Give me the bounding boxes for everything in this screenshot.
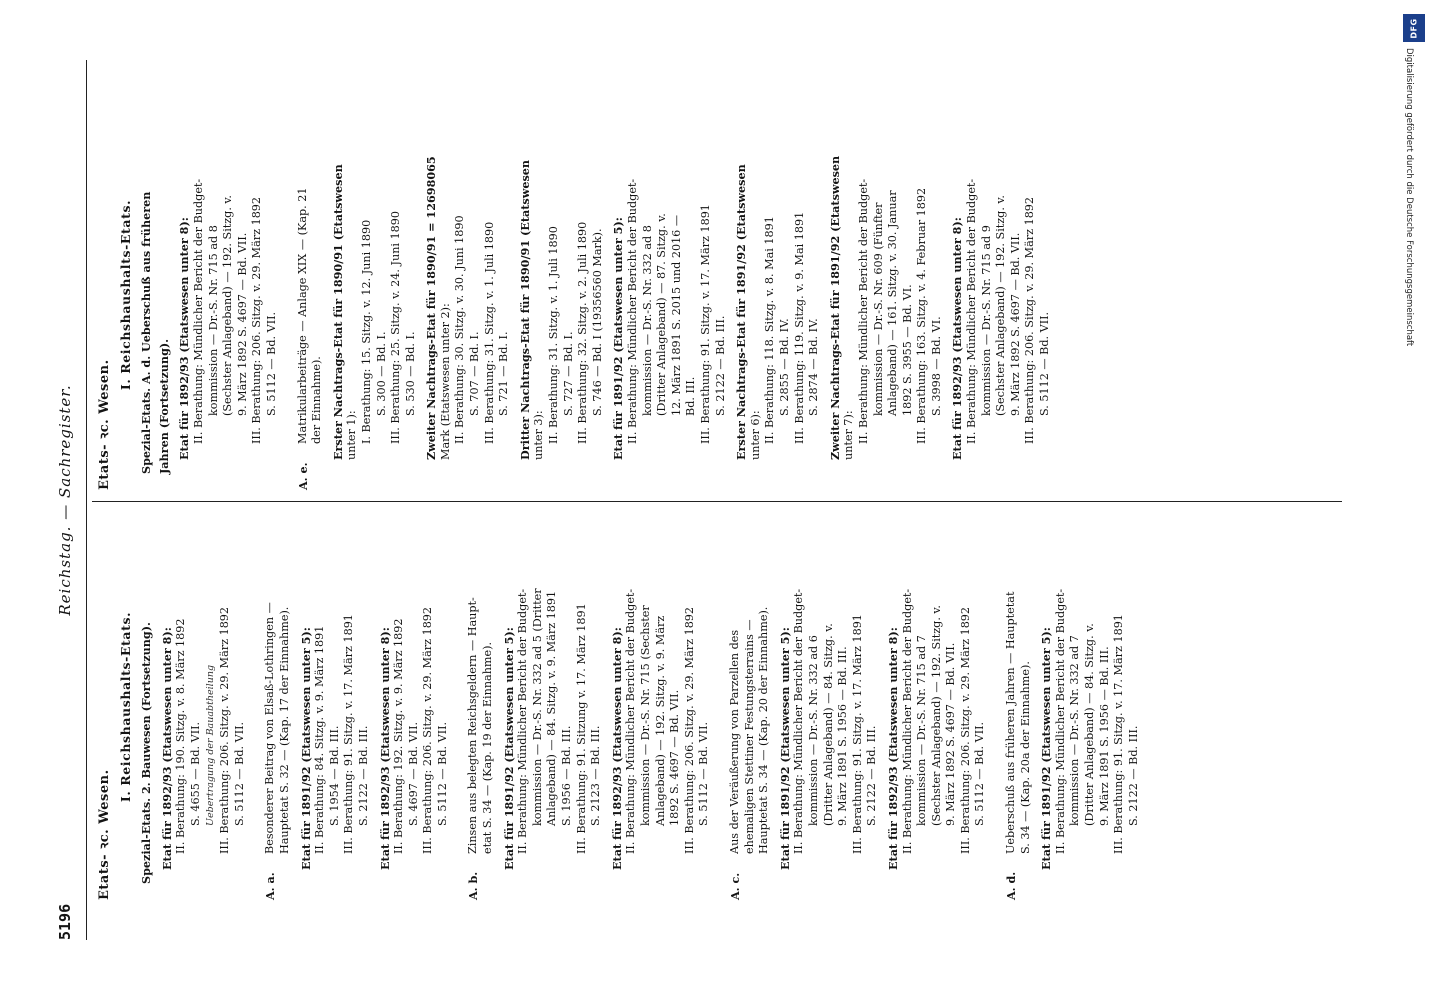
left-column (98, 514, 1141, 900)
entry-line: III. Berathung: 25. Sitzg. v. 24. Juni 1890 (389, 210, 403, 444)
entry-mark: A. e. (295, 462, 310, 490)
entry-line: III. Berathung: 206. Sitzg. v. 29. März 1892 (250, 196, 264, 444)
etat-heading: Dritter Nachtrags-Etat für 1890/91 (Etatswesen (517, 159, 532, 460)
entry-line: II. Berathung: 31. Sitzg. v. 1. Juli 1890 (547, 226, 561, 444)
etat-heading: Etat für 1892/93 (Etatswesen unter 8): (159, 627, 174, 870)
entry-heading: S. 34 — (Kap. 20a der Einnahme). (1018, 661, 1032, 854)
entry-line: III. Berathung: 163. Sitzg. v. 4. Februar 1892 (915, 187, 929, 444)
entry-line: S. 727 — Bd. I. (561, 331, 575, 416)
entry-heading: Besonderer Beitrag von Elsaß-Lothringen — (263, 602, 277, 854)
entry-line: 1892 S. 3955 — Bd. VI. (900, 284, 914, 416)
index-entry (296, 100, 325, 490)
funding-note (1404, 48, 1420, 608)
etat-heading-cont: unter 1): (345, 410, 359, 460)
entry-line: II. Berathung: Mündlicher Bericht der Budget- (626, 178, 639, 444)
header-rule (86, 60, 87, 940)
entry-line: S. 4697 — Bd. VII. (406, 721, 420, 826)
etat-heading: Etat für 1891/92 (Etatswesen unter 5): (1039, 627, 1054, 870)
index-entry (466, 514, 495, 900)
entry-line: I. Berathung: 15. Sitzg. v. 12. Juni 1890 (359, 219, 373, 444)
entry-line: kommission — Dr.-S. Nr. 715 (Sechster (639, 605, 652, 826)
entry-line: (Sechster Anlageband) — 192. Sitzg. v. (221, 195, 235, 416)
entry-line: S. 2855 — Bd. IV. (777, 318, 791, 416)
entry-line: 9. März 1892 S. 4697 — Bd. VII. (944, 642, 958, 826)
entry-line: S. 1956 — Bd. III. (560, 725, 574, 826)
etat-heading: Etat für 1892/93 (Etatswesen unter 8): (377, 627, 392, 870)
funding-sidebar (1402, 8, 1428, 998)
entry-heading: der Einnahme). (310, 356, 324, 444)
right-column (98, 100, 1053, 490)
entry-line: kommission — Dr.-S. Nr. 332 ad 7 (1068, 635, 1082, 826)
entry-mark: A. a. (263, 872, 278, 900)
entry-line: II. Berathung: Mündlicher Bericht der Budget- (856, 178, 870, 444)
entry-line: S. 5112 — Bd. VII. (697, 721, 711, 826)
etat-heading: Erster Nachtrags-Etat für 1890/91 (Etatswesen (330, 164, 345, 460)
entry-line: II. Berathung: Mündlicher Bericht der Budget- (900, 588, 914, 854)
entry-line: S. 2122 — Bd. III. (713, 315, 727, 416)
entry-mark: A. d. (1004, 871, 1019, 900)
entry-line: kommission — Dr.-S. Nr. 332 ad 5 (Dritter (530, 588, 544, 826)
entry-mark: A. c. (727, 872, 742, 900)
entry-line: II. Berathung: Mündlicher Bericht der Budget- (965, 178, 979, 444)
etat-heading: Erster Nachtrags-Etat für 1891/92 (Etatswesen (734, 164, 749, 460)
etat-heading: Etat für 1891/92 (Etatswesen unter 5): (777, 627, 792, 870)
entry-line: III. Berathung: 91. Sitzg. v. 17. März 1891 (698, 204, 712, 444)
entry-heading: Hauptetat S. 34 — (Kap. 20 der Einnahme). (757, 606, 771, 854)
entry-line: S. 5112 — Bd. VII. (1038, 311, 1052, 416)
etat-heading: Etat für 1891/92 (Etatswesen unter 5): (501, 627, 516, 870)
entry-line: II. Berathung: 84. Sitzg. v. 9. März 1891 (313, 625, 327, 854)
section-title: I. Reichshaushalts-Etats. (117, 199, 133, 391)
entry-line: 9. März 1892 S. 4697 — Bd. VII. (1008, 232, 1022, 416)
entry-line: S. 5112 — Bd. VII. (435, 721, 449, 826)
entry-line: (Dritter Anlageband) — 84. Sitzg. v. (1083, 623, 1097, 826)
entry-line: kommission — Dr.-S. Nr. 609 (Fünfter (871, 202, 885, 416)
entry-line: II. Berathung: Mündlicher Bericht der Budget- (624, 588, 638, 854)
entry-line: III. Berathung: 206. Sitzg. v. 29. März 1892 (421, 606, 435, 854)
entry-line: Bd. III. (684, 376, 698, 416)
entry-line: II. Berathung: 118. Sitzg. v. 8. Mai 1891 (763, 216, 777, 444)
entry-line: S. 2123 — Bd. III. (589, 725, 603, 826)
entry-line: 9. März 1892 S. 4697 — Bd. VII. (235, 232, 249, 416)
entry-line: Anlageband) — 192. Sitzg. v. 9. März (653, 615, 667, 826)
etat-heading-cont: unter 6): (748, 410, 762, 460)
entry-line: S. 5112 — Bd. VII. (264, 311, 278, 416)
entry-line: (Sechster Anlageband) — 192. Sitzg. v. (994, 195, 1008, 416)
entry-line: III. Berathung: 206. Sitzg. v. 29. März 1892 (1023, 196, 1037, 444)
entry-line: II. Berathung: Mündlicher Bericht der Budget- (516, 588, 530, 854)
dfg-logo-text: DFG (1409, 17, 1419, 39)
entry-heading: Aus der Veräußerung von Parzellen des (727, 629, 741, 854)
entry-line: III. Berathung: 206. Sitzg. v. 29. März 1892 (218, 606, 232, 854)
entry-line: III. Berathung: 206. Sitzg. v. 29. März 1892 (682, 606, 696, 854)
entry-line: II. Berathung: Mündlicher Bericht der Budget- (191, 178, 205, 444)
annotation-note: Uebertragung der Bauabtheilung (204, 664, 216, 826)
entry-line: (Dritter Anlageband) — 84. Sitzg. v. (821, 623, 835, 826)
entry-line: S. 530 — Bd. I. (403, 331, 417, 416)
entry-line: (Dritter Anlageband) — 87. Sitzg. v. (655, 213, 669, 416)
entry-mark: A. b. (466, 871, 481, 900)
entry-line: III. Berathung: 91. Sitzg. v. 17. März 1891 (850, 614, 864, 854)
catchword: Etats- ꝛc. Wesen. (97, 769, 112, 900)
entry-line: III. Berathung: 119. Sitzg. v. 9. Mai 1891 (792, 211, 806, 444)
entry-line: III. Berathung: 91. Sitzg. v. 17. März 1891 (1112, 614, 1126, 854)
section-title: I. Reichshaushalts-Etats. (117, 611, 133, 803)
etat-heading: Etat für 1891/92 (Etatswesen unter 5): (298, 627, 313, 870)
subsection-title: Spezial-Etats. A. d. Ueberschuß aus früheren (139, 191, 154, 474)
entry-heading: Hauptetat S. 32 — (Kap. 17 der Einnahme). (277, 606, 291, 854)
etat-heading-cont: unter 7): (842, 410, 856, 460)
entry-line: S. 300 — Bd. I. (374, 331, 388, 416)
entry-line: II. Berathung: Mündlicher Bericht der Budget- (792, 588, 806, 854)
entry-line: S. 3998 — Bd. VI. (929, 316, 943, 416)
entry-line: III. Berathung: 32. Sitzg. v. 2. Juli 1890 (576, 221, 590, 444)
entry-line: S. 4655 — Bd. VII. (188, 721, 202, 826)
entry-line: S. 5112 — Bd. VII. (232, 721, 246, 826)
etat-heading: Etat für 1891/92 (Etatswesen unter 5): (611, 217, 626, 460)
entry-line: S. 2122 — Bd. III. (865, 725, 879, 826)
etat-heading: Etat für 1892/93 (Etatswesen unter 8): (950, 217, 965, 460)
etat-heading: Zweiter Nachtrags-Etat für 1891/92 (Etatswesen (827, 155, 842, 460)
column-divider (92, 501, 1342, 502)
entry-heading: ehemaligen Stettiner Festungsterrains — (742, 619, 756, 854)
entry-line: S. 2874 — Bd. IV. (807, 318, 821, 416)
entry-heading: Matrikularbeiträge — Anlage XIX — (Kap. 21 (295, 187, 309, 444)
dfg-logo[interactable] (1403, 14, 1425, 42)
entry-line: II. Berathung: Mündlicher Bericht der Budget- (1053, 588, 1067, 854)
running-head (56, 60, 82, 940)
entry-line: kommission — Dr.-S. Nr. 715 ad 8 (206, 225, 220, 416)
entry-line: S. 2122 — Bd. III. (356, 725, 370, 826)
index-entry (1004, 514, 1033, 900)
entry-line: S. 2122 — Bd. III. (1126, 725, 1140, 826)
subsection-title: Spezial-Etats. 2. Bauwesen (Fortsetzung). (139, 622, 154, 884)
entry-line: 9. März 1891 S. 1956 — Bd. III. (836, 646, 850, 826)
entry-line: 12. März 1891 S. 2015 und 2016 — (669, 214, 683, 416)
entry-line: III. Berathung: 31. Sitzg. v. 1. Juli 1890 (482, 221, 496, 444)
entry-heading: Zinsen aus belegten Reichsgeldern — Haupt- (466, 597, 480, 854)
entry-line: S. 5112 — Bd. VII. (973, 721, 987, 826)
entry-heading: etat S. 34 — (Kap. 19 der Einnahme). (481, 641, 495, 854)
index-entry (728, 514, 772, 900)
index-entry (263, 514, 292, 900)
etat-heading: Etat für 1892/93 (Etatswesen unter 8): (885, 627, 900, 870)
entry-line: II. Berathung: 190. Sitzg. v. 8. März 1892 (174, 618, 188, 854)
entry-line: II. Berathung: 192. Sitzg. v. 9. März 1892 (392, 618, 406, 854)
etat-heading-cont: Mark (Etatswesen unter 2): (438, 303, 452, 460)
entry-line: (Sechster Anlageband) — 192. Sitzg. v. (929, 605, 943, 826)
entry-line: kommission — Dr.-S. Nr. 332 ad 6 (806, 635, 820, 826)
running-title: Reichstag. — Sachregister. (56, 384, 74, 616)
etat-heading: Etat für 1892/93 (Etatswesen unter 8): (609, 627, 624, 870)
entry-line: S. 707 — Bd. I. (468, 331, 482, 416)
entry-line: 9. März 1891 S. 1956 — Bd. III. (1097, 646, 1111, 826)
entry-line: II. Berathung: 30. Sitzg. v. 30. Juni 1890 (453, 215, 467, 444)
entry-line: Anlageband) — 161. Sitzg. v. 30. Januar (886, 190, 900, 416)
entry-line: kommission — Dr.-S. Nr. 715 ad 9 (979, 225, 993, 416)
entry-heading: Ueberschuß aus früheren Jahren — Hauptetat (1004, 591, 1018, 854)
subsection-title: Jahren (Fortsetzung). (156, 338, 171, 474)
catchword: Etats- ꝛc. Wesen. (97, 359, 112, 490)
entry-line: III. Berathung: 91. Sitzg. v. 17. März 1891 (342, 614, 356, 854)
etat-heading-cont: unter 3): (532, 410, 546, 460)
entry-line: Anlageband) — 84. Sitzg. v. 9. März 1891 (545, 590, 559, 826)
etat-heading: Etat für 1892/93 (Etatswesen unter 8): (177, 217, 192, 460)
entry-line: kommission — Dr.-S. Nr. 715 ad 7 (915, 635, 929, 826)
entry-line: 1892 S. 4697 — Bd. VII. (668, 689, 682, 826)
entry-line: S. 721 — Bd. I. (497, 331, 511, 416)
entry-line: S. 746 — Bd. I (19356560 Mark). (590, 228, 604, 416)
entry-line: S. 1954 — Bd. III. (327, 725, 341, 826)
etat-heading: Zweiter Nachtrags-Etat für 1890/91 = 12698065 (424, 156, 439, 460)
funding-text: Digitalisierung gefördert durch die Deutsche Forschungsgemeinschaft (1404, 48, 1414, 347)
entry-line: kommission — Dr.-S. Nr. 332 ad 8 (640, 225, 654, 416)
entry-line: III. Berathung: 91. Sitzung v. 17. März 1891 (574, 603, 588, 854)
entry-line: III. Berathung: 206. Sitzg. v. 29. März 1892 (958, 606, 972, 854)
page-number: 5196 (56, 903, 74, 940)
